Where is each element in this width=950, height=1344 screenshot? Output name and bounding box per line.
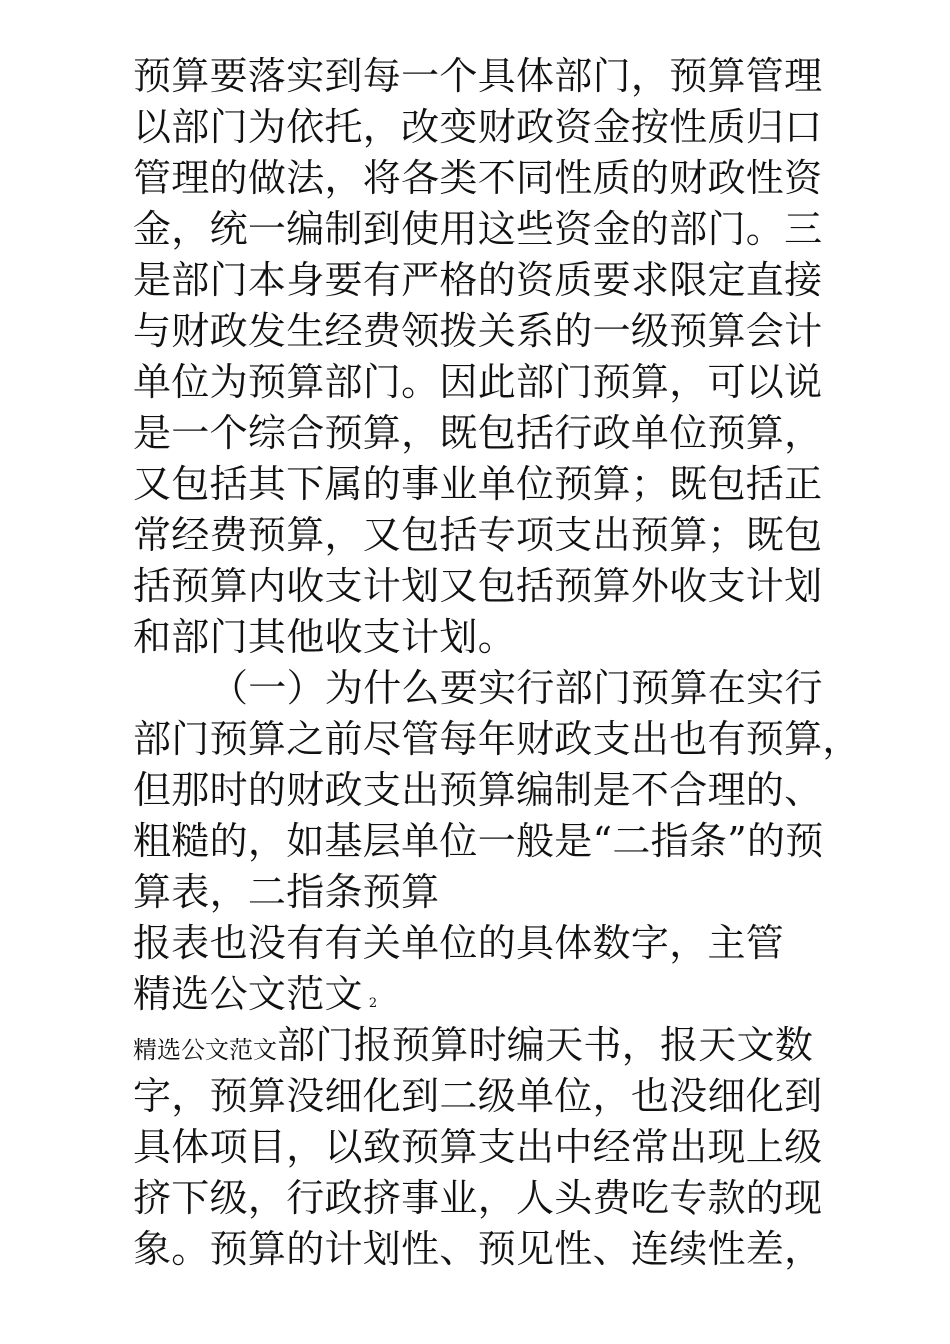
next-page-line-4: 挤下级，行政挤事业，人头费吃专款的现 — [133, 1176, 823, 1220]
page-footer — [133, 970, 377, 1028]
paragraph-2-line-6: 报表也没有有关单位的具体数字，主管 — [133, 921, 785, 965]
paragraph-1-line-2: 以部门为依托，改变财政资金按性质归口 — [133, 105, 823, 149]
next-page-line-1 — [133, 1021, 813, 1074]
next-page-line-1-text: 部门报预算时编天书，报天文数 — [277, 1023, 814, 1067]
paragraph-2-line-4: 粗糙的，如基层单位一般是“二指条”的预 — [133, 819, 824, 863]
next-page-header-label: 精选公文范文 — [133, 1036, 277, 1064]
paragraph-2-line-5: 算表，二指条预算 — [133, 870, 440, 914]
paragraph-1-line-1: 预算要落实到每一个具体部门，预算管理 — [133, 54, 823, 98]
paragraph-1-line-10: 常经费预算，又包括专项支出预算；既包 — [133, 513, 823, 557]
next-page-line-2: 字，预算没细化到二级单位，也没细化到 — [133, 1074, 823, 1118]
paragraph-1-line-11: 括预算内收支计划又包括预算外收支计划 — [133, 564, 823, 608]
paragraph-2-line-1: （一）为什么要实行部门预算在实行 — [210, 666, 823, 710]
next-page-line-5: 象。预算的计划性、预见性、连续性差， — [133, 1227, 823, 1271]
paragraph-1-line-9: 又包括其下属的事业单位预算；既包括正 — [133, 462, 823, 506]
paragraph-1-line-4: 金，统一编制到使用这些资金的部门。三 — [133, 207, 823, 251]
next-page-line-3: 具体项目，以致预算支出中经常出现上级 — [133, 1125, 823, 1169]
paragraph-1-line-12: 和部门其他收支计划。 — [133, 615, 517, 659]
paragraph-1-line-6: 与财政发生经费领拨关系的一级预算会计 — [133, 309, 823, 353]
paragraph-1-line-7: 单位为预算部门。因此部门预算，可以说 — [133, 360, 823, 404]
paragraph-1-line-3: 管理的做法，将各类不同性质的财政性资 — [133, 156, 823, 200]
paragraph-1-line-8: 是一个综合预算，既包括行政单位预算， — [133, 411, 823, 455]
footer-label: 精选公文范文 — [133, 972, 363, 1016]
page-number: 2 — [368, 996, 378, 1011]
paragraph-2-line-2: 部门预算之前尽管每年财政支出也有预算， — [133, 717, 861, 761]
paragraph-2-line-3: 但那时的财政支出预算编制是不合理的、 — [133, 768, 823, 812]
paragraph-1-line-5: 是部门本身要有严格的资质要求限定直接 — [133, 258, 823, 302]
